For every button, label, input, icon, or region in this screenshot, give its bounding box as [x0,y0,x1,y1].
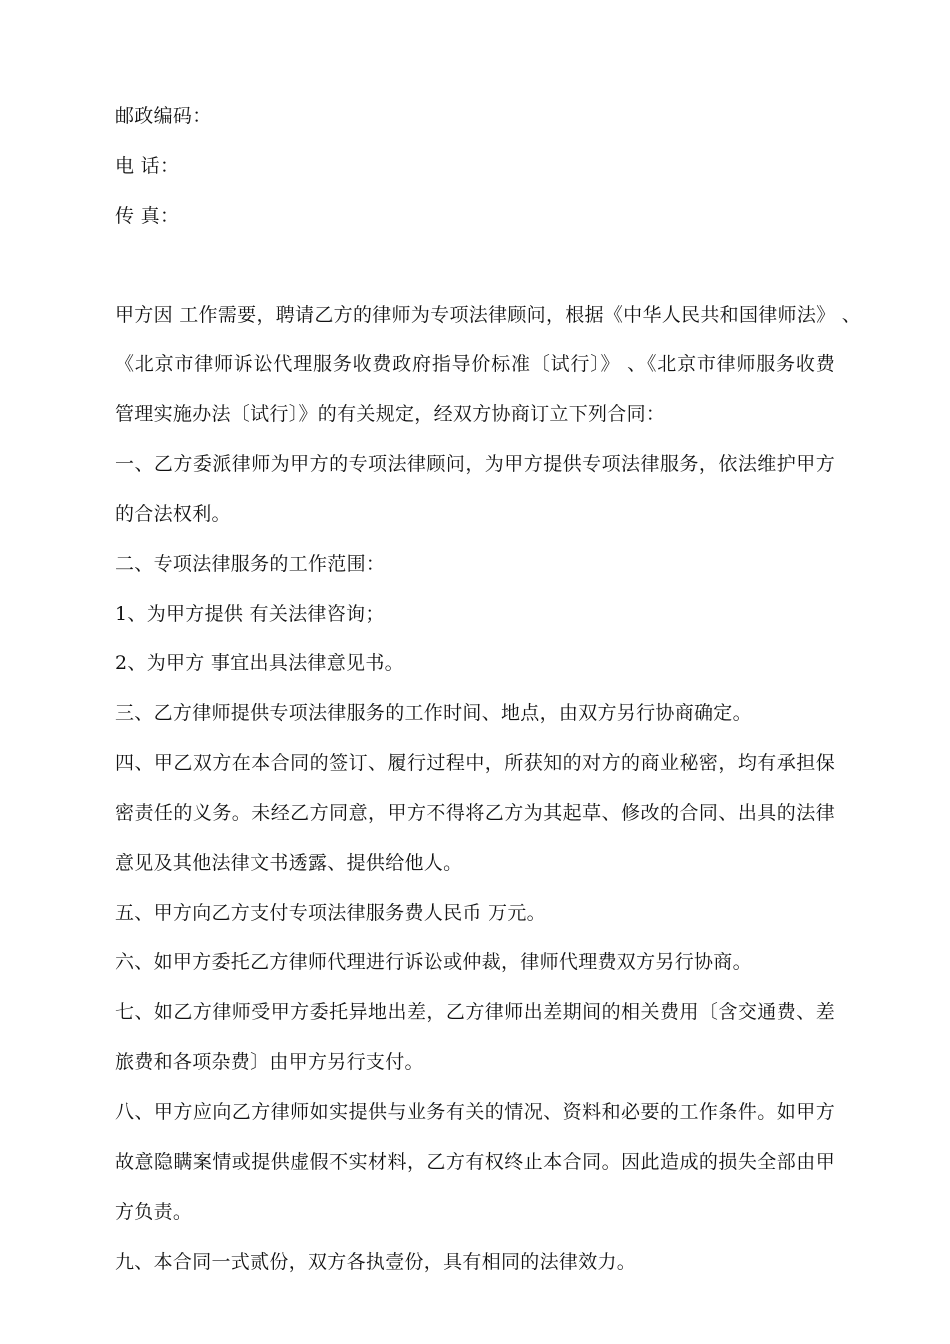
preamble-line-2: 《北京市律师诉讼代理服务收费政府指导价标准〔试行〕》 、《北京市律师服务收费 [115,353,835,375]
clause-4-line-2: 密责任的义务。未经乙方同意，甲方不得将乙方为其起草、修改的合同、出具的法律 [115,802,835,824]
clause-2-item-2: 2、为甲方 事宜出具法律意见书。 [115,652,404,674]
postal-code-label: 邮政编码： [115,105,212,127]
clause-2-item-1: 1、为甲方提供 有关法律咨询； [115,603,385,625]
preamble-line-3: 管理实施办法〔试行〕》的有关规定，经双方协商订立下列合同： [115,403,666,425]
phone-label: 电 话： [115,155,180,177]
fax-label: 传 真： [115,205,180,227]
clause-4-line-1: 四、甲乙双方在本合同的签订、履行过程中，所获知的对方的商业秘密，均有承担保 [115,752,835,774]
clause-3: 三、乙方律师提供专项法律服务的工作时间、地点，由双方另行协商确定。 [115,702,752,724]
clause-7-line-2: 旅费和各项杂费〕由甲方另行支付。 [115,1051,424,1073]
clause-1-line-2: 的合法权利。 [115,503,231,525]
clause-8-line-1: 八、甲方应向乙方律师如实提供与业务有关的情况、资料和必要的工作条件。如甲方 [115,1101,835,1123]
clause-4-line-3: 意见及其他法律文书透露、提供给他人。 [115,852,463,874]
preamble-line-1: 甲方因 工作需要，聘请乙方的律师为专项法律顾问，根据《中华人民共和国律师法》 、 [115,304,862,326]
clause-6: 六、如甲方委托乙方律师代理进行诉讼或仲裁，律师代理费双方另行协商。 [115,951,752,973]
clause-9: 九、本合同一式贰份，双方各执壹份，具有相同的法律效力。 [115,1251,637,1273]
clause-7-line-1: 七、如乙方律师受甲方委托异地出差，乙方律师出差期间的相关费用〔含交通费、差 [115,1001,835,1023]
clause-2-heading: 二、专项法律服务的工作范围： [115,553,386,575]
clause-8-line-2: 故意隐瞒案情或提供虚假不实材料，乙方有权终止本合同。因此造成的损失全部由甲 [115,1151,835,1173]
clause-1-line-1: 一、乙方委派律师为甲方的专项法律顾问，为甲方提供专项法律服务，依法维护甲方 [115,453,835,475]
clause-8-line-3: 方负责。 [115,1201,193,1223]
clause-5: 五、甲方向乙方支付专项法律服务费人民币 万元。 [115,902,546,924]
